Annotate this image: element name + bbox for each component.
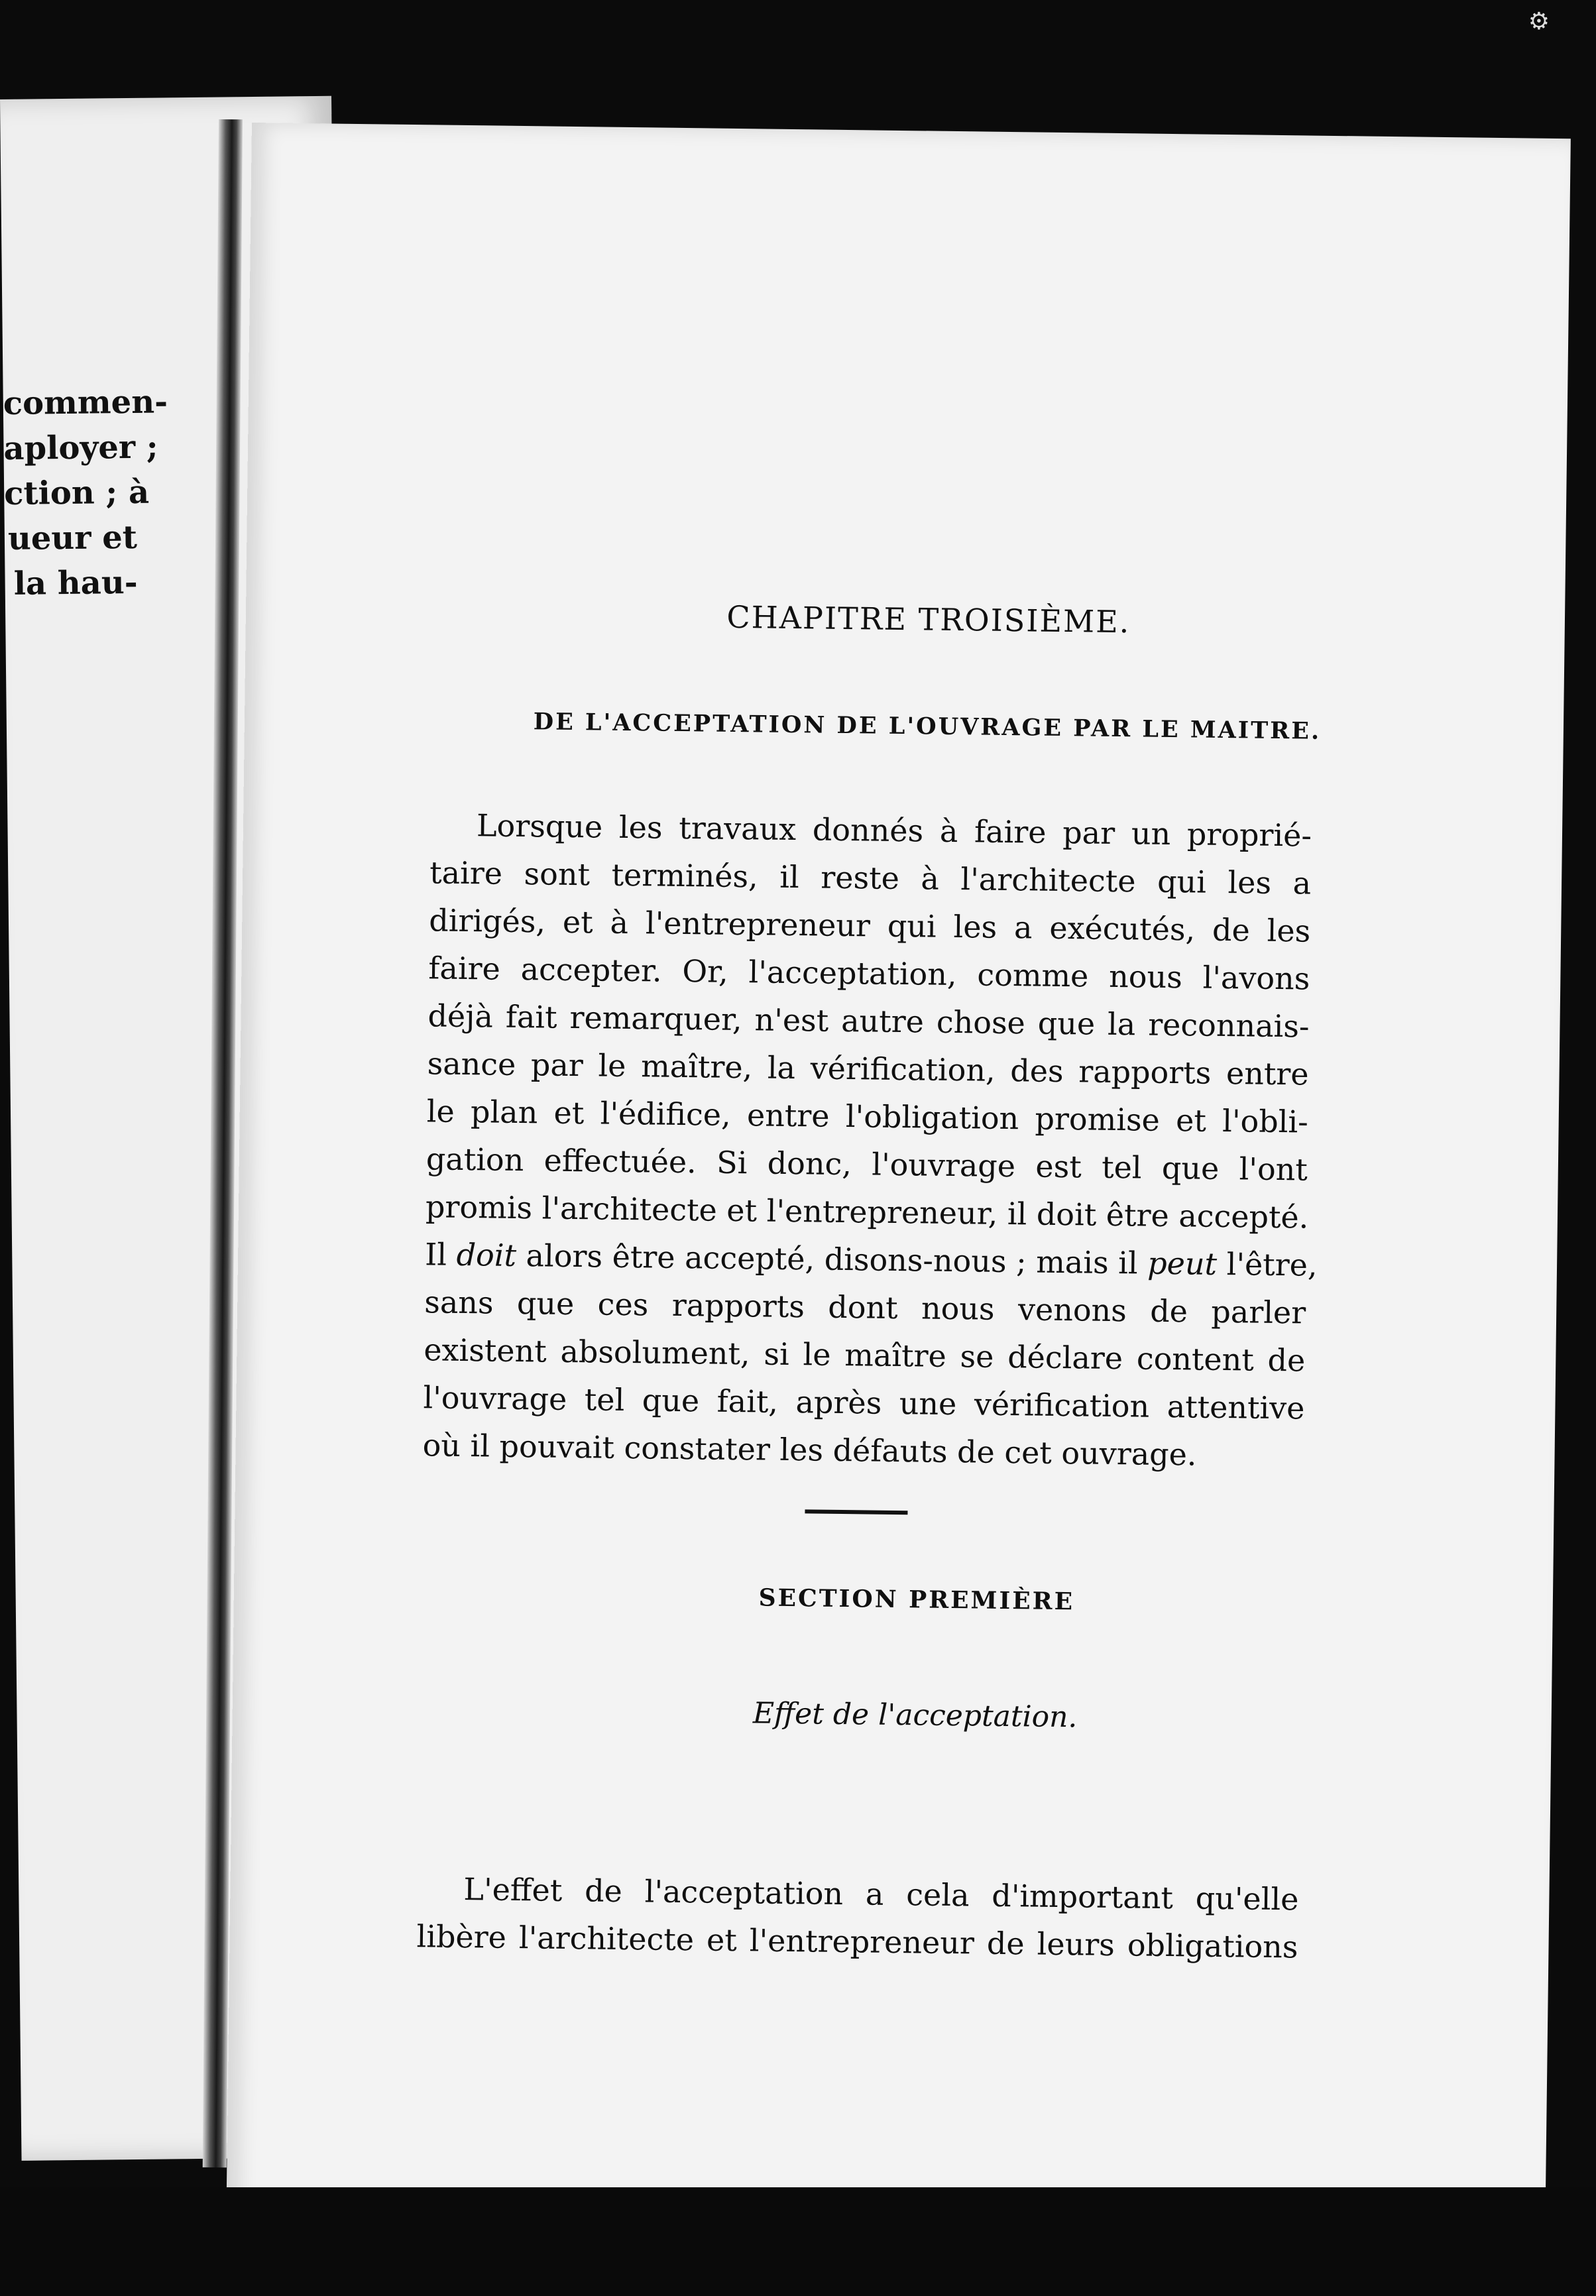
paragraph-line: promis l'architecte et l'entrepreneur, il doit être accepté.: [425, 1188, 1309, 1235]
left-line-5: la hau-: [13, 563, 138, 603]
paragraph-line: existent absolument, si le maître se déclare content de: [424, 1332, 1306, 1379]
paragraph-acceptation: [422, 801, 1318, 1479]
left-page-text-fragments: [3, 380, 168, 606]
paragraph-line: dirigés, et à l'entrepreneur qui les a exécutés, de les: [428, 902, 1311, 949]
text-segment: l'être,: [1216, 1245, 1318, 1283]
left-line-3: ction ; à: [3, 473, 150, 512]
text-segment: alors être accepté, disons-nous ; mais il: [516, 1237, 1148, 1281]
scanner-corner-icon: ⚙: [1528, 8, 1550, 35]
section-divider: [805, 1509, 907, 1515]
left-line-2: aployer ;: [3, 428, 158, 467]
paragraph-line: le plan et l'édifice, entre l'obligation promise et l'obli-: [426, 1093, 1309, 1140]
emphasis-doit: doit: [456, 1236, 517, 1274]
paragraph-line: taire sont terminés, il reste à l'architecte qui les a: [429, 854, 1312, 901]
paragraph-line: gation effectuée. Si donc, l'ouvrage est tel que l'ont: [426, 1141, 1308, 1188]
left-line-1: commen-: [3, 383, 168, 422]
section-subtitle: Effet de l'acceptation.: [752, 1696, 1078, 1735]
paragraph-effet: [416, 1865, 1299, 1971]
emphasis-peut: peut: [1147, 1245, 1218, 1282]
paragraph-line: où il pouvait constater les défauts de cet ouvrage.: [422, 1427, 1197, 1473]
paragraph-line: L'effet de l'acceptation a cela d'important qu'elle: [463, 1871, 1299, 1918]
page-content: [227, 123, 1571, 2226]
paragraph-line: l'ouvrage tel que fait, après une vérification attentive: [423, 1379, 1305, 1426]
paragraph-line: déjà fait remarquer, n'est autre chose que la reconnais-: [428, 998, 1310, 1045]
section-title: SECTION PREMIÈRE: [758, 1583, 1075, 1616]
paragraph-line: sans que ces rapports dont nous venons de parler: [424, 1284, 1306, 1331]
paragraph-line: faire accepter. Or, l'acceptation, comme nous l'avons: [428, 950, 1310, 997]
paragraph-line: libère l'architecte et l'entrepreneur de leurs obligations: [416, 1918, 1298, 1965]
left-line-4: ueur et: [7, 518, 138, 557]
scan-bottom-edge: [0, 2187, 1596, 2296]
right-page: [227, 123, 1571, 2226]
paragraph-line: Lorsque les travaux donnés à faire par un proprié-: [476, 807, 1312, 854]
chapter-subtitle: DE L'ACCEPTATION DE L'OUVRAGE PAR LE MAITRE.: [533, 708, 1322, 745]
text-segment: Il: [424, 1236, 457, 1273]
chapter-title: CHAPITRE TROISIÈME.: [726, 599, 1131, 640]
paragraph-line: sance par le maître, la vérification, des rapports entre: [427, 1045, 1309, 1092]
